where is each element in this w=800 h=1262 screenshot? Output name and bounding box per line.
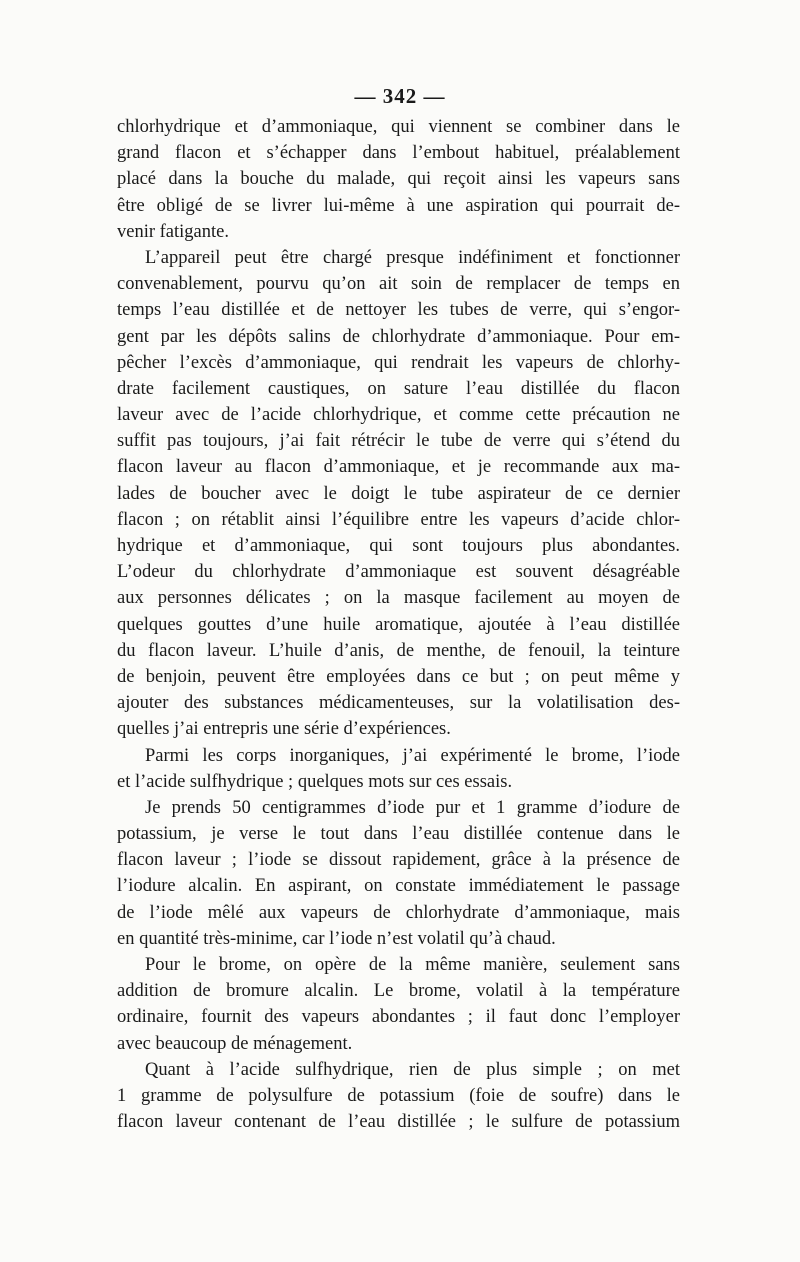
text-line: chlorhydrique et d’ammoniaque, qui viennent se combiner dans le (117, 117, 680, 137)
text-line: lades de boucher avec le doigt le tube aspirateur de ce dernier (117, 483, 680, 504)
text-line: placé dans la bouche du malade, qui reçoit ainsi les vapeurs sans (117, 169, 680, 190)
text-line: du flacon laveur. L’huile d’anis, de menthe, de fenouil, la teinture (117, 640, 680, 661)
text-line: L’appareil peut être chargé presque indéfiniment et fonctionner (145, 247, 680, 268)
text-line: convenablement, pourvu qu’on ait soin de remplacer de temps en (117, 274, 680, 295)
text-line: l’iodure alcalin. En aspirant, on constate immédiatement le passage (117, 876, 680, 897)
text-line: flacon laveur au flacon d’ammoniaque, et je recommande aux ma- (117, 457, 680, 478)
text-line: ajouter des substances médicamenteuses, sur la volatilisation des- (117, 693, 680, 714)
text-line: drate facilement caustiques, on sature l’eau distillée du flacon (117, 378, 680, 399)
text-line: avec beaucoup de ménagement. (117, 1033, 353, 1054)
text-line: Parmi les corps inorganiques, j’ai expérimenté le brome, l’iode (145, 745, 680, 766)
text-line: gent par les dépôts salins de chlorhydrate d’ammoniaque. Pour em- (117, 326, 680, 347)
text-line: être obligé de se livrer lui-même à une aspiration qui pourrait de- (117, 195, 680, 216)
text-line: ordinaire, fournit des vapeurs abondantes ; il faut donc l’employer (117, 1007, 680, 1028)
text-line: aux personnes délicates ; on la masque facilement au moyen de (117, 588, 680, 609)
page-number: — 342 — (354, 84, 446, 108)
text-line: L’odeur du chlorhydrate d’ammoniaque est souvent désagréable (117, 562, 680, 583)
text-line: de l’iode mêlé aux vapeurs de chlorhydrate d’ammoniaque, mais (117, 902, 680, 923)
text-line: grand flacon et s’échapper dans l’embout habituel, préalablement (117, 143, 680, 164)
text-line: Quant à l’acide sulfhydrique, rien de plus simple ; on met (145, 1059, 680, 1080)
text-line: quelques gouttes d’une huile aromatique, ajoutée à l’eau distillée (117, 614, 680, 635)
text-line: addition de bromure alcalin. Le brome, volatil à la température (117, 981, 680, 1002)
text-line: laveur avec de l’acide chlorhydrique, et comme cette précaution ne (117, 405, 680, 426)
text-line: flacon laveur contenant de l’eau distillée ; le sulfure de potassium (117, 1112, 680, 1133)
body-text (117, 114, 680, 1135)
text-line: de benjoin, peuvent être employées dans ce but ; on peut même y (117, 666, 680, 687)
text-line: suffit pas toujours, j’ai fait rétrécir le tube de verre qui s’étend du (117, 431, 680, 452)
text-line: en quantité très-minime, car l’iode n’est volatil qu’à chaud. (117, 928, 556, 949)
text-line: venir fatigante. (117, 221, 229, 242)
text-line: temps l’eau distillée et de nettoyer les tubes de verre, qui s’engor- (117, 300, 680, 321)
text-line: et l’acide sulfhydrique ; quelques mots sur ces essais. (117, 771, 513, 792)
text-line: hydrique et d’ammoniaque, qui sont toujours plus abondantes. (117, 536, 680, 556)
text-line: flacon laveur ; l’iode se dissout rapidement, grâce à la présence de (117, 850, 680, 871)
text-line: flacon ; on rétablit ainsi l’équilibre entre les vapeurs d’acide chlor- (117, 509, 680, 530)
text-line: 1 gramme de polysulfure de potassium (foie de soufre) dans le (117, 1085, 680, 1106)
text-line: pêcher l’excès d’ammoniaque, qui rendrait les vapeurs de chlorhy- (117, 352, 680, 373)
text-line: quelles j’ai entrepris une série d’expériences. (117, 719, 451, 740)
text-line: Je prends 50 centigrammes d’iode pur et 1 gramme d’iodure de (145, 797, 680, 818)
text-line: potassium, je verse le tout dans l’eau distillée contenue dans le (117, 824, 680, 845)
text-line: Pour le brome, on opère de la même manière, seulement sans (145, 955, 680, 975)
